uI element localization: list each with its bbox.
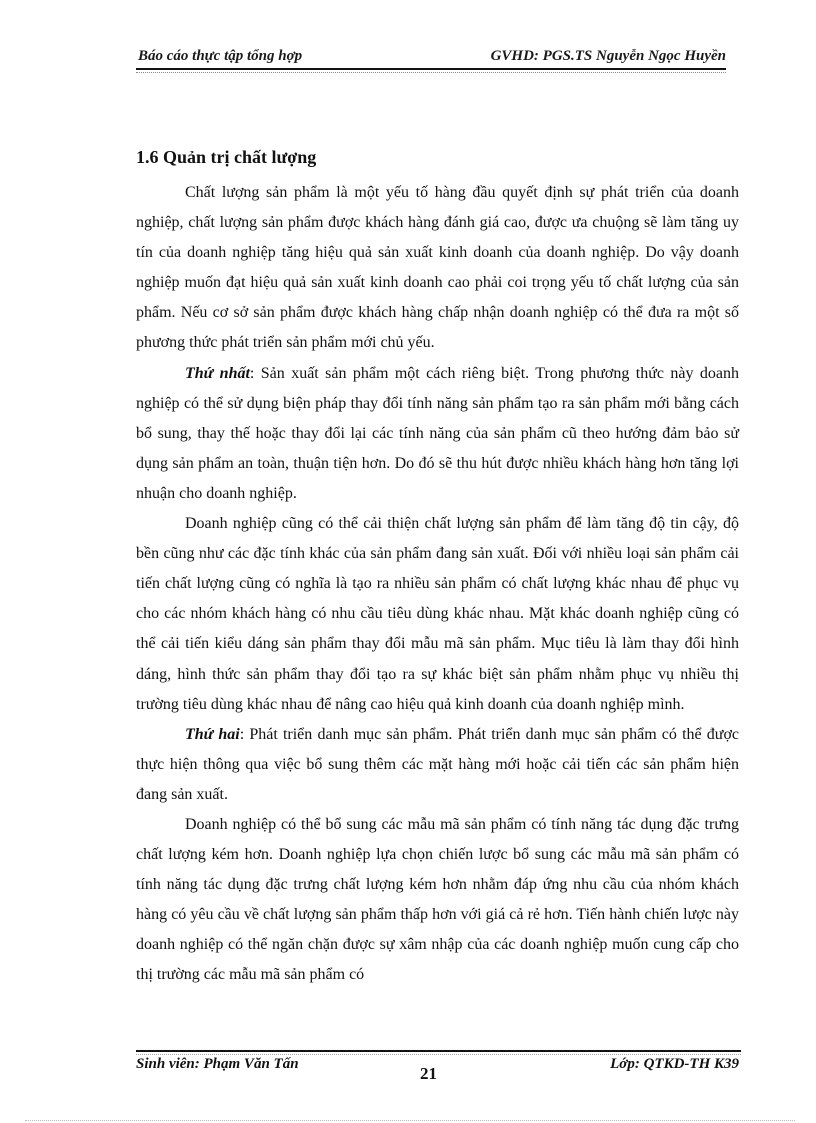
page-edge-dotted-line — [25, 1120, 795, 1121]
paragraph — [136, 810, 739, 991]
paragraph-lead: Thứ hai — [185, 725, 240, 743]
paragraph-lead: Thứ nhất — [185, 364, 250, 382]
footer-divider-dotted — [136, 1054, 741, 1055]
paragraph — [136, 178, 739, 359]
paragraph — [136, 359, 739, 509]
paragraph-text: Chất lượng sản phẩm là một yếu tố hàng đầu quyết định sự phát triển của doanh nghiệp, chất lượng sản phẩm được khách hàng đánh giá cao, được ưa chuộng sẽ làm tăng uy tín của doanh nghiệp tăng hiệu quả sản xuất kinh doanh của doanh nghiệp. Do vậy doanh nghiệp muốn đạt hiệu quả sản xuất kinh doanh cao phải coi trọng yếu tố chất lượng của sản phẩm. Nếu cơ sở sản phẩm được khách hàng chấp nhận doanh nghiệp có thể đưa ra một số phương thức phát triển sản phẩm mới chủ yếu. — [136, 184, 739, 352]
paragraph — [136, 720, 739, 810]
page-header — [136, 48, 726, 66]
footer-class: Lớp: QTKD-TH K39 — [610, 1056, 739, 1072]
paragraph-text: : Phát triển danh mục sản phẩm. Phát triển danh mục sản phẩm có thể được thực hiện thông qua việc bổ sung thêm các mặt hàng mới hoặc cải tiến các sản phẩm hiện đang sản xuất. — [136, 725, 740, 803]
page-body — [136, 143, 739, 991]
paragraph-text: Doanh nghiệp có thể bổ sung các mẫu mã sản phẩm có tính năng tác dụng đặc trưng chất lượng kém hơn. Doanh nghiệp lựa chọn chiến lược bổ sung các mẫu mã sản phẩm có tính năng tác dụng đặc trưng chất lượng kém hơn nhằm đáp ứng nhu cầu của nhóm khách hàng có yêu cầu về chất lượng sản phẩm thấp hơn với giá cả rẻ hơn. Tiến hành chiến lược này doanh nghiệp có thể ngăn chặn được sự xâm nhập của các doanh nghiệp muốn cung cấp cho thị trường các mẫu mã sản phẩm có — [136, 815, 739, 984]
header-supervisor: GVHD: PGS.TS Nguyễn Ngọc Huyền — [490, 48, 726, 64]
header-divider — [136, 68, 726, 70]
paragraph-text: Doanh nghiệp cũng có thể cải thiện chất lượng sản phẩm để làm tăng độ tin cậy, độ bền cũng như các đặc tính khác của sản phẩm đang sản xuất. Đối với nhiều loại sản phẩm cải tiến chất lượng cũng có nghĩa là tạo ra nhiều sản phẩm có chất lượng khác nhau để phục vụ cho các nhóm khách hàng có nhu cầu tiêu dùng khác nhau. Mặt khác doanh nghiệp cũng có thể cải tiến kiểu dáng sản phẩm thay đổi mẫu mã sản phẩm. Mục tiêu là làm thay đổi hình dáng, hình thức sản phẩm thay đổi tạo ra sự khác biệt sản phẩm nhằm phục vụ nhiều thị trường tiêu dùng khác nhau để nâng cao hiệu quả kinh doanh của doanh nghiệp mình. — [136, 515, 739, 713]
paragraph — [136, 509, 739, 720]
header-divider-dotted — [136, 72, 726, 73]
section-heading: 1.6 Quản trị chất lượng — [136, 147, 317, 167]
footer-student: Sinh viên: Phạm Văn Tấn — [136, 1056, 299, 1072]
paragraph-text: : Sản xuất sản phẩm một cách riêng biệt. Trong phương thức này doanh nghiệp có thể sử dụng biện pháp thay đổi tính năng sản phẩm tạo ra sản phẩm mới bằng cách bổ sung, thay thế hoặc thay đổi lại các tính năng của sản phẩm cũ theo hướng đảm bảo sử dụng sản phẩm an toàn, thuận tiện hơn. Do đó sẽ thu hút được nhiều khách hàng hơn tăng lợi nhuận cho doanh nghiệp. — [136, 364, 740, 502]
header-report-title: Báo cáo thực tập tổng hợp — [138, 48, 303, 64]
page-number: 21 — [420, 1064, 437, 1083]
footer-divider — [136, 1050, 741, 1052]
page-footer — [136, 1056, 741, 1086]
